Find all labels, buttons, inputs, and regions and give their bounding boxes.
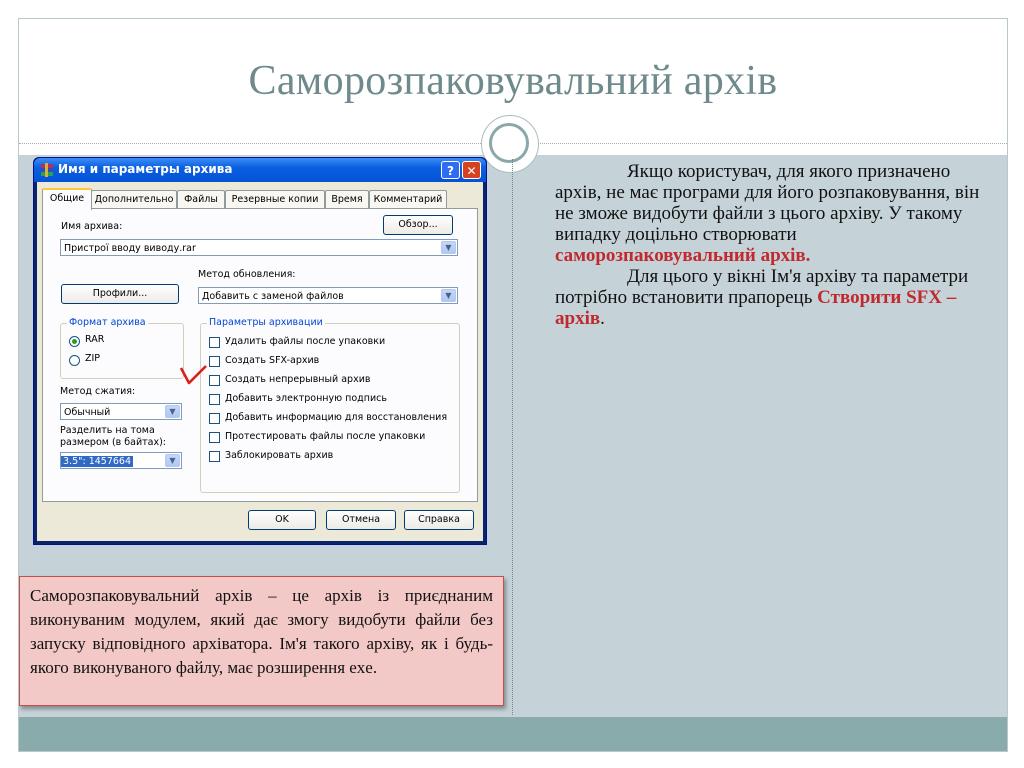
help-button[interactable]: Справка — [404, 510, 474, 530]
option-label: Создать SFX-архив — [225, 355, 320, 366]
radio-zip-label: ZIP — [85, 353, 101, 364]
split-label-1: Разделить на тома — [60, 425, 155, 436]
browse-button[interactable]: Обзор... — [383, 215, 453, 235]
compression-select[interactable] — [60, 403, 182, 420]
option-label: Удалить файлы после упаковки — [225, 336, 386, 347]
checkbox-solid[interactable] — [209, 375, 220, 386]
red-checkmark-icon — [179, 364, 209, 386]
update-method-label: Метод обновления: — [198, 269, 296, 280]
checkbox-signature[interactable] — [209, 394, 220, 405]
explanation-paragraph-1 — [555, 161, 995, 266]
archive-name-label: Имя архива: — [61, 221, 123, 232]
explanation-paragraph-2 — [555, 266, 995, 329]
ok-button[interactable]: OK — [248, 510, 316, 530]
params-group-caption: Параметры архивации — [209, 317, 323, 328]
tab-general[interactable]: Общие — [42, 188, 92, 210]
archive-dialog — [33, 157, 487, 545]
option-label: Создать непрерывный архив — [225, 374, 371, 385]
compression-value: Обычный — [64, 407, 111, 418]
dialog-body — [37, 182, 483, 541]
explanation-1-text: Якщо користувач, для якого призначено архів, не має програми для його розпаковування, він не зможе видобути файли з цього архіву. У такому випадку доцільно створювати — [555, 161, 980, 245]
profiles-button[interactable]: Профили... — [61, 284, 179, 304]
decorative-ring-inner — [489, 123, 529, 163]
option-label: Заблокировать архив — [225, 450, 334, 461]
option-label: Добавить информацию для восстановления — [225, 412, 448, 423]
explanation-text — [555, 161, 995, 329]
radio-rar[interactable] — [69, 336, 80, 347]
tab-time[interactable]: Время — [325, 190, 369, 208]
archive-name-field[interactable] — [60, 239, 458, 256]
checkbox-delete-after[interactable] — [209, 337, 220, 348]
update-method-select[interactable] — [198, 287, 458, 304]
help-icon[interactable]: ? — [441, 161, 460, 179]
sfx-checkbox-term: Створити SFX – архів — [555, 287, 957, 329]
close-icon[interactable]: ✕ — [462, 161, 481, 179]
split-volume-select[interactable] — [60, 452, 182, 469]
slide-title: Саморозпаковувальний архів — [248, 58, 778, 104]
chevron-down-icon[interactable]: ▼ — [165, 454, 180, 467]
option-label: Протестировать файлы после упаковки — [225, 431, 426, 442]
archive-name-value: Пристрої вводу виводу.rar — [64, 243, 196, 254]
dialog-title: Имя и параметры архива — [58, 162, 233, 176]
tab-backup[interactable]: Резервные копии — [225, 190, 325, 208]
winrar-icon — [40, 163, 54, 177]
sfx-term: саморозпаковувальний архів. — [555, 245, 811, 266]
cancel-button[interactable]: Отмена — [326, 510, 396, 530]
tab-files[interactable]: Файлы — [177, 190, 225, 208]
update-method-value: Добавить с заменой файлов — [202, 291, 344, 302]
slide — [18, 18, 1008, 752]
params-group — [200, 317, 460, 493]
explanation-2-end: . — [600, 308, 605, 329]
checkbox-lock[interactable] — [209, 451, 220, 462]
format-group — [60, 317, 184, 379]
format-group-caption: Формат архива — [69, 317, 146, 328]
definition-box: Саморозпаковувальний архів – це архів із приєднаним виконуваним модулем, який дає змогу видобути файли без запуску відповідного архіватора. Ім'я такого архіву, як і будь-якого виконуваного файлу, має розширення exe. — [19, 576, 504, 706]
chevron-down-icon[interactable]: ▼ — [441, 289, 456, 302]
checkbox-test[interactable] — [209, 432, 220, 443]
chevron-down-icon[interactable]: ▼ — [441, 241, 456, 254]
tab-advanced[interactable]: Дополнительно — [91, 190, 177, 208]
split-label-2: размером (в байтах): — [60, 437, 167, 448]
option-label: Добавить электронную подпись — [225, 393, 387, 404]
general-panel — [42, 208, 478, 502]
checkbox-create-sfx[interactable] — [209, 356, 220, 367]
compression-label: Метод сжатия: — [60, 386, 136, 397]
radio-zip[interactable] — [69, 355, 80, 366]
split-value: 3.5": 1457664 — [63, 456, 132, 467]
explanation-2-text: Для цього у вікні Ім'я архіву та параметри потрібно встановити прапорець — [555, 266, 969, 308]
dialog-titlebar — [34, 158, 486, 182]
footer-bar — [19, 717, 1007, 751]
checkbox-recovery[interactable] — [209, 413, 220, 424]
tab-comment[interactable]: Комментарий — [369, 190, 447, 208]
radio-rar-label: RAR — [85, 334, 105, 345]
column-divider — [512, 159, 513, 715]
chevron-down-icon[interactable]: ▼ — [165, 405, 180, 418]
